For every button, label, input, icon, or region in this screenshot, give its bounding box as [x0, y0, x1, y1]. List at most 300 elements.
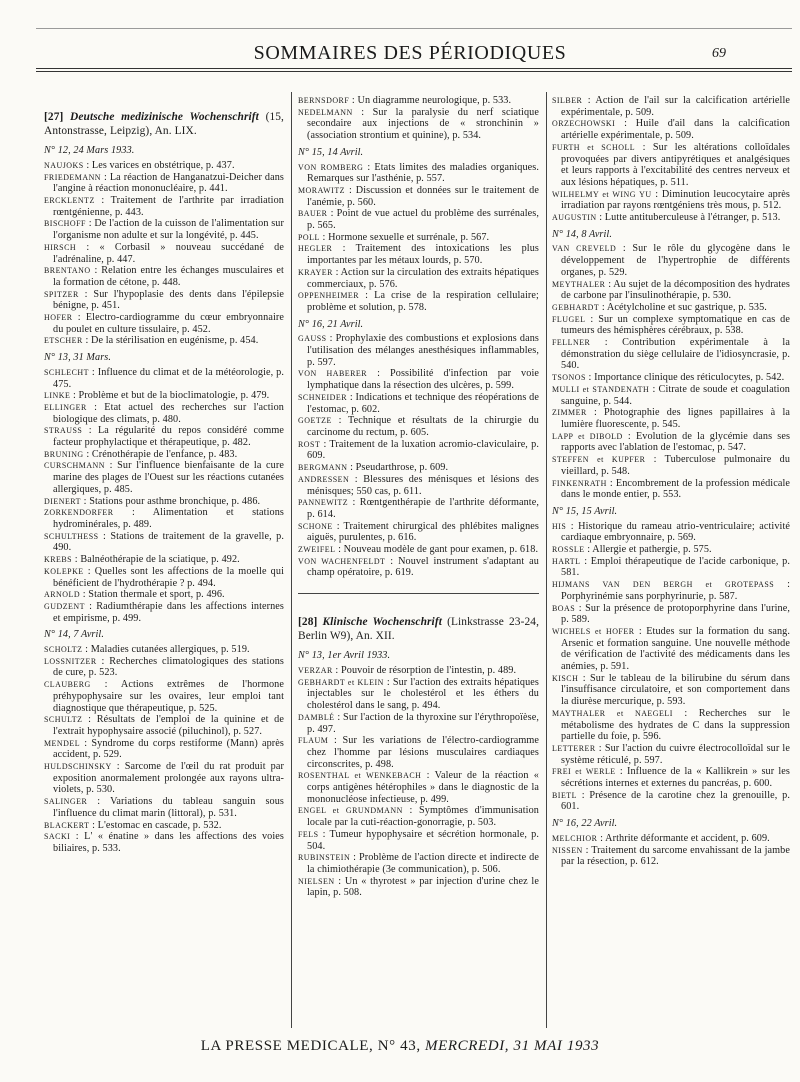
- entry-author: ROSENTHAL et WENKEBACH: [298, 771, 422, 781]
- entry-author: GUDZENT: [44, 601, 85, 611]
- entry-author: KRAYER: [298, 267, 333, 277]
- entry-text: : Variations du tableau sanguin sous l'influence du climat marin (littoral), p. 531.: [53, 796, 284, 819]
- entry-text: : Un diagramme neurologique, p. 533.: [351, 95, 512, 106]
- entry: [44, 796, 284, 819]
- entry-text: : Sur l'action du cuivre électrocolloïdal sur le système réticulé, p. 597.: [561, 742, 790, 766]
- entry-author: MULLI et STANDENATH: [552, 384, 650, 394]
- entry-text: : De l'action de la cuisson de l'alimentation sur l'organisme non adulte et sur la longévité, p. 445.: [53, 218, 284, 242]
- entry: [298, 333, 539, 368]
- entry: [298, 665, 539, 677]
- entry: [298, 392, 539, 415]
- entry: [44, 390, 284, 402]
- entry: [44, 507, 284, 530]
- header-rule: [36, 68, 792, 72]
- entry-author: LOSSNITZER: [44, 656, 97, 666]
- entry: [44, 335, 284, 347]
- entry-author: WICHELS et HOFER: [552, 626, 635, 636]
- entry-text: : Sur le tableau de la bilirubine du sérum dans l'insuffisance circulatoire, et son comportement dans la diurèse mercurique, p. 593.: [561, 672, 790, 708]
- entry-author: KREBS: [44, 555, 73, 565]
- entry-text: : Recherches sur le métabolisme des hydrates de C dans la suppression partielle du foie, p. 596.: [561, 707, 790, 743]
- entry: [44, 402, 284, 425]
- entry: [298, 556, 539, 579]
- entry-author: ZORKENDORFER: [44, 508, 114, 518]
- entry-text: : Electro-cardiogramme du cœur embryonnaire du poulet en culture tissulaire, p. 452.: [53, 312, 284, 335]
- entry-text: : Encombrement de la profession médicale dans le monde entier, p. 553.: [561, 477, 790, 501]
- entry-author: BLACKERT: [44, 820, 90, 830]
- entry-text: : Discussion et données sur le traitement de l'anémie, p. 560.: [307, 184, 539, 208]
- top-rule: [36, 28, 792, 29]
- issue-heading: N° 16, 21 Avril.: [298, 318, 364, 330]
- entry: [298, 232, 539, 244]
- entry: [552, 478, 790, 501]
- entry-text: : La régularité du repos considéré comme facteur prophylactique et thérapeutique, p. 482.: [53, 425, 284, 449]
- entry-author: VON WACHENFELDT: [298, 556, 386, 566]
- entry: [44, 554, 284, 566]
- entry-author: BISCHOFF: [44, 219, 86, 229]
- entry: [298, 805, 539, 828]
- issue-heading: N° 15, 15 Avril.: [552, 505, 618, 517]
- journal-heading: [298, 616, 539, 643]
- issue-heading: N° 13, 31 Mars.: [44, 352, 111, 364]
- entry-text: : Influence de la « Kallikrein » sur les sécrétions internes et externes du pancréas, p. 600.: [561, 766, 790, 790]
- entry: [552, 521, 790, 544]
- entry: [298, 474, 539, 497]
- entry-text: : Au sujet de la décomposition des hydrates de carbone par l'insulinothérapie, p. 530.: [561, 278, 790, 302]
- entry: [44, 679, 284, 714]
- entry-author: LETTERER: [552, 743, 596, 753]
- entry-author: GEBHARDT et KLEIN: [298, 677, 384, 687]
- entry-text: : Diminution leucocytaire après irradiation par rayons rœntgéniens très mous, p. 512.: [561, 188, 790, 212]
- entry: [552, 372, 790, 384]
- entry: [552, 212, 790, 224]
- entry-author: FLAUM: [298, 736, 329, 746]
- entry: [552, 544, 790, 556]
- entry-author: VERZAR: [298, 666, 333, 676]
- section: [298, 593, 539, 899]
- entry-author: HIRSCH: [44, 242, 77, 252]
- entry: [552, 142, 790, 189]
- entry-author: AUGUSTIN: [552, 213, 597, 223]
- entry: [298, 462, 539, 474]
- entry-text: : Tuberculose pulmonaire du vieillard, p. 548.: [561, 454, 791, 477]
- entry-text: : Emploi thérapeutique de l'acide carbonique, p. 581.: [561, 555, 791, 579]
- footer-date: MERCREDI, 31 MAI 1933: [425, 1038, 600, 1054]
- issue-heading: N° 12, 24 Mars 1933.: [44, 145, 135, 157]
- entry-author: NIELSEN: [298, 876, 335, 886]
- entry-text: : Radiumthérapie dans les affections internes et empirisme, p. 499.: [53, 600, 284, 624]
- entry-author: SCHNEIDER: [298, 392, 348, 402]
- entry-text: : Technique et résultats de la chirurgie du carcinome du rectum, p. 605.: [307, 415, 539, 438]
- section: [44, 111, 284, 855]
- entry: [44, 831, 284, 854]
- entry-text: : Recherches climatologiques des stations de cure, p. 523.: [53, 655, 284, 679]
- entry-author: BIETL: [552, 790, 577, 800]
- entry-author: HIS: [552, 521, 567, 531]
- entry: [552, 833, 790, 845]
- entry-author: ROST: [298, 439, 321, 449]
- entry: [552, 845, 790, 868]
- entry-text: : Prophylaxie des combustions et explosions dans l'utilisation des mélanges anesthésiques inflammables, p. 597.: [307, 333, 539, 368]
- entry-author: GEBHARDT: [552, 302, 600, 312]
- footer-journal: LA PRESSE MEDICALE, N° 43,: [200, 1038, 421, 1054]
- section: [298, 95, 539, 579]
- entry-author: SCHULTZ: [44, 715, 83, 725]
- entry: [44, 242, 284, 265]
- entry: [552, 626, 790, 673]
- entry-text: : Citrate de soude et coagulation sanguine, p. 544.: [561, 383, 790, 407]
- entry-author: BERNSDORF: [298, 96, 350, 105]
- entry-author: ZWEIFEL: [298, 545, 336, 555]
- entry-author: KISCH: [552, 673, 579, 683]
- entry: [298, 243, 539, 266]
- entry: [552, 337, 790, 372]
- entry-author: BOAS: [552, 603, 576, 613]
- journal-number: [28]: [298, 616, 318, 629]
- column-1: [44, 111, 284, 855]
- entry-author: HEGLER: [298, 244, 333, 254]
- entry-author: HARTL: [552, 556, 581, 566]
- entry: [44, 531, 284, 554]
- column-2: [298, 95, 539, 899]
- entry: [298, 415, 539, 438]
- entry-author: FURTH et SCHOLL: [552, 142, 636, 152]
- entry: [552, 189, 790, 212]
- entry-text: : Stations pour asthme bronchique, p. 486.: [83, 495, 261, 507]
- entry-author: SALINGER: [44, 797, 88, 807]
- entry: [44, 460, 284, 495]
- entry: [552, 673, 790, 708]
- entry-text: : Un « thyrotest » par injection d'urine chez le lapin, p. 508.: [307, 875, 539, 899]
- entry-author: SCHONE: [298, 521, 333, 531]
- entry-author: BRENTANO: [44, 266, 91, 276]
- entry-text: : Maladies cutanées allergiques, p. 519.: [85, 644, 250, 656]
- entry-author: FRIEDEMANN: [44, 172, 102, 182]
- journal-details: (Linkstrasse 23-24, Berlin W9), An. XII.: [298, 616, 540, 642]
- entry-text: : Etats limites des maladies organiques. Remarques sur l'asthénie, p. 557.: [307, 161, 539, 185]
- page-title: SOMMAIRES DES PÉRIODIQUES: [253, 42, 567, 64]
- entry-author: POLL: [298, 232, 320, 242]
- entry-author: CURSCHMANN: [44, 461, 106, 471]
- entry-text: : L'estomac en cascade, p. 532.: [92, 819, 222, 831]
- journal-name: Deutsche medizinische Wochenschrift: [70, 111, 259, 123]
- issue-heading: N° 15, 14 Avril.: [298, 146, 364, 158]
- entry: [44, 566, 284, 589]
- page-footer: [0, 1037, 800, 1055]
- entry: [44, 367, 284, 390]
- entry: [44, 289, 284, 312]
- entry-author: MEYTHALER: [552, 279, 606, 289]
- entry: [44, 449, 284, 461]
- entry-text: : Actions extrêmes de l'hormone préhypophysaire sur les ovaires, leur emploi tant diagnostique que thérapeutique, p. 525.: [53, 679, 284, 714]
- entry-text: : Photographie des lignes papillaires à la lumière fluorescente, p. 545.: [561, 407, 790, 430]
- entry: [552, 790, 790, 813]
- entry-author: FELLNER: [552, 338, 591, 348]
- entry-author: MORAWITZ: [298, 185, 346, 195]
- entry: [44, 589, 284, 601]
- entry-text: : Etudes sur la formation du sang. Arsenic et formation sanguine. Une nouvelle méthode de vérification de l'activité des médicaments dans les anémies, p. 591.: [561, 625, 791, 673]
- entry: [44, 160, 284, 172]
- entry: [552, 766, 790, 789]
- entry-author: ENGEL et GRUNDMANN: [298, 806, 403, 816]
- section: [552, 95, 790, 868]
- entry-text: : Crénothérapie de l'enfance, p. 483.: [86, 448, 238, 460]
- entry-text: : Contribution expérimentale à la démonstration du siège cellulaire de l'idiosyncrasie, p. 540.: [561, 337, 790, 372]
- entry-author: MAYTHALER et NAEGELI: [552, 708, 673, 718]
- entry-text: : Syndrome du corps restiforme (Mann) après accident, p. 529.: [53, 737, 284, 761]
- entry-text: : Acétylcholine et suc gastrique, p. 535.: [601, 301, 767, 313]
- entry-text: : La réaction de Hanganatzui-Deicher dans l'angine à réaction mononucléaire, p. 441.: [53, 171, 284, 195]
- entry-author: GAUSS: [298, 334, 327, 344]
- entry-author: FREI et WERLE: [552, 767, 616, 777]
- entry-text: : Traitement chirurgical des phlébites malignes aiguës, purulentes, p. 616.: [307, 520, 539, 544]
- entry-author: DAMBLÉ: [298, 712, 335, 722]
- entry-text: : Lutte antituberculeuse à l'étranger, p. 513.: [599, 212, 781, 224]
- entry: [44, 820, 284, 832]
- entry: [552, 454, 790, 477]
- entry-text: : De la stérilisation en eugénisme, p. 454.: [85, 335, 259, 347]
- entry: [298, 712, 539, 735]
- entry-author: WILHELMY et WING YU: [552, 189, 652, 199]
- journal-details: (15, Antonstrasse, Leipzig), An. LIX.: [44, 111, 285, 137]
- entry-author: VAN CREVELD: [552, 244, 617, 254]
- entry: [44, 218, 284, 241]
- entry-text: : Rœntgenthérapie de l'arthrite déformante, p. 614.: [307, 497, 539, 520]
- entry-text: : Résultats de l'emploi de la quinine et de l'extrait hypophysaire associé (piluchinol), p. 527.: [53, 714, 284, 737]
- entry-author: BRUNING: [44, 449, 84, 459]
- entry-author: FELS: [298, 829, 319, 839]
- entry-author: NISSEN: [552, 845, 583, 855]
- entry: [44, 312, 284, 335]
- issue-heading: N° 14, 7 Avril.: [44, 629, 105, 641]
- entry-text: : Etat actuel des recherches sur l'action biologique des climats, p. 480.: [53, 401, 284, 425]
- entry: [44, 738, 284, 761]
- entry-text: : Arthrite déformante et accident, p. 609.: [600, 832, 770, 844]
- entry-author: STEFFEN et KUPFER: [552, 455, 646, 465]
- entry-author: VON ROMBERG: [298, 162, 364, 172]
- entry-text: : Sur l'hypoplasie des dents dans l'épilepsie bénigne, p. 451.: [53, 288, 284, 312]
- entry-text: : Point de vue actuel du problème des surrénales, p. 565.: [307, 208, 539, 232]
- entry-text: : Nouvel instrument s'adaptant au champ opératoire, p. 619.: [307, 555, 539, 579]
- entry: [552, 603, 790, 626]
- column-3: [552, 95, 790, 868]
- entry-author: LINKE: [44, 391, 71, 401]
- entry-text: : Porphyrinémie sans porphyrinurie, p. 587.: [561, 579, 790, 602]
- section-separator-rule: [298, 593, 539, 594]
- entry-text: : Blessures des ménisques et lésions des ménisques; 550 cas, p. 611.: [307, 473, 539, 497]
- issue-heading: N° 14, 8 Avril.: [552, 228, 613, 240]
- entry: [552, 407, 790, 430]
- entry-author: SCHULTHESS: [44, 531, 99, 541]
- entry: [298, 876, 539, 899]
- entry: [552, 384, 790, 407]
- entry-author: ROSSLE: [552, 545, 585, 555]
- entry-author: NEDELMANN: [298, 107, 353, 117]
- entry-text: : Les varices en obstétrique, p. 437.: [86, 159, 235, 171]
- entry-text: : Quelles sont les affections de la moelle qui bénéficient de l'hydrothérapie ? p. 494.: [53, 565, 284, 589]
- entry-author: MENDEL: [44, 738, 81, 748]
- page-number: 69: [712, 46, 726, 61]
- entry: [298, 95, 539, 107]
- entry-text: : Action de l'ail sur la calcification artérielle expérimentale, p. 509.: [561, 95, 790, 118]
- entry-text: : Tumeur hypophysaire et sécrétion hormonale, p. 504.: [307, 828, 539, 852]
- entry-text: : L' « énatine » dans les affections des voies biliaires, p. 533.: [53, 831, 284, 854]
- entry-author: FLUGEL: [552, 314, 586, 324]
- entry-author: HULDSCHINSKY: [44, 762, 112, 772]
- entry-text: : Sarcome de l'œil du rat produit par exposition anormalement prolongée aux rayons ultra-violets, p. 530.: [53, 761, 284, 796]
- entry-text: : Stations de traitement de la gravelle, p. 490.: [53, 530, 284, 554]
- entry-author: ERCKLENTZ: [44, 196, 95, 205]
- entry-text: : Action sur la circulation des extraits hépatiques commerciaux, p. 576.: [307, 266, 539, 290]
- entry-text: : La crise de la respiration cellulaire; problème et solution, p. 578.: [307, 290, 539, 313]
- entry: [298, 290, 539, 313]
- entry-author: GOETZE: [298, 416, 332, 426]
- entry-text: : Traitement de l'arthrite par irradiation rœntgénienne, p. 443.: [53, 195, 285, 218]
- entry: [552, 708, 790, 743]
- entry: [44, 496, 284, 508]
- entry-text: : Indications et technique des réopérations de l'estomac, p. 602.: [307, 391, 539, 415]
- entry: [298, 852, 539, 875]
- issue-heading: N° 13, 1er Avril 1933.: [298, 650, 391, 662]
- entry-author: LAPP et DIBOLD: [552, 431, 623, 441]
- entry: [44, 601, 284, 624]
- entry: [44, 656, 284, 679]
- entry-author: ARNOLD: [44, 590, 81, 600]
- entry-author: HIJMANS VAN DEN BERGH et GROTEPASS: [552, 580, 775, 590]
- entry: [298, 677, 539, 712]
- entry-text: : Problème de l'action directe et indirecte de la chimiothérapie (3e communication), p. 506.: [307, 852, 539, 875]
- entry-text: : Traitement de la luxation acromio-claviculaire, p. 609.: [307, 438, 539, 462]
- entry-text: : Allergie et pathergie, p. 575.: [587, 544, 712, 556]
- entry-author: KOLEPKE: [44, 566, 84, 576]
- entry-text: : Historique du rameau atrio-ventriculaire; activité cardiaque embryonnaire, p. 569.: [561, 520, 790, 544]
- entry-text: : Traitement du sarcome envahissant de la jambe par la résection, p. 612.: [561, 844, 790, 868]
- entry-author: ANDRESSEN: [298, 474, 350, 484]
- entry: [552, 314, 790, 337]
- entry-text: : Présence de la carotine chez la grenouille, p. 601.: [561, 789, 790, 813]
- entry: [44, 761, 284, 796]
- entry: [298, 208, 539, 231]
- entry-text: : Station thermale et sport, p. 496.: [82, 589, 225, 601]
- entry: [552, 431, 790, 454]
- entry: [298, 185, 539, 208]
- entry-text: : Relation entre les échanges musculaires et la formation de cétone, p. 448.: [53, 265, 284, 288]
- entry: [552, 302, 790, 314]
- entry: [44, 195, 284, 218]
- entry-text: : Alimentation et stations hydrominérales, p. 489.: [53, 507, 284, 530]
- entry-text: : Nouveau modèle de gant pour examen, p. 618.: [338, 544, 539, 556]
- entry-text: : Traitement des intoxications les plus importantes par les métaux lourds, p. 570.: [307, 243, 539, 267]
- entry: [298, 770, 539, 805]
- entry-author: BAUER: [298, 209, 328, 219]
- entry: [298, 521, 539, 544]
- entry-text: : Valeur de la réaction « corps antigènes hétérophiles » dans le diagnostic de la mononucléose infectieuse, p. 499.: [307, 770, 539, 805]
- entry-author: OPPENHEIMER: [298, 291, 360, 301]
- entry-text: : Hormone sexuelle et surrénale, p. 567.: [322, 231, 490, 243]
- entry-author: SPITZER: [44, 289, 79, 299]
- entry-author: ORZECHOWSKI: [552, 119, 616, 129]
- entry-text: : Symptômes d'immunisation locale par la cuti-réaction-gonorragie, p. 503.: [307, 805, 539, 829]
- entry-author: ETSCHER: [44, 336, 83, 346]
- entry: [552, 118, 790, 141]
- entry-author: TSONOS: [552, 373, 586, 383]
- entry: [298, 829, 539, 852]
- entry-author: DIENERT: [44, 496, 81, 506]
- entry-author: RUBINSTEIN: [298, 853, 351, 863]
- entry: [298, 107, 539, 142]
- journal-number: [27]: [44, 111, 64, 123]
- entry-text: : Influence du climat et de la météorologie, p. 475.: [53, 366, 284, 390]
- entry: [552, 279, 790, 302]
- journal-heading: [44, 111, 284, 138]
- entry: [44, 265, 284, 288]
- entry-text: : Possibilité d'infection par voie lymphatique dans la résection des ulcères, p. 599.: [307, 368, 540, 392]
- column-rule: [291, 92, 292, 1028]
- entry-author: PANNEWITZ: [298, 498, 349, 508]
- entry: [298, 544, 539, 556]
- entry-text: : Balnéothérapie de la sciatique, p. 492.: [74, 554, 240, 566]
- entry-text: : Sur un complexe symptomatique en cas de tumeurs des hémisphères cérébraux, p. 538.: [561, 313, 790, 337]
- entry-author: ELLINGER: [44, 402, 87, 412]
- entry-author: SACKI: [44, 832, 71, 842]
- entry: [298, 267, 539, 290]
- entry-text: : Sur les variations de l'électro-cardiogramme chez l'homme par lésions musculaires cardiaques circonscrites, p. 498.: [307, 735, 539, 770]
- entry-text: : « Corbasil » nouveau succédané de l'adrénaline, p. 447.: [53, 241, 284, 265]
- entry-author: SCHOLTZ: [44, 645, 83, 655]
- entry: [298, 497, 539, 520]
- entry-author: ZIMMER: [552, 408, 587, 418]
- entry: [552, 579, 790, 602]
- entry-author: FINKENRATH: [552, 478, 607, 488]
- entry-text: : Evolution de la glycémie dans ses rapports avec l'ablation de l'estomac, p. 547.: [561, 430, 791, 454]
- entry-text: : Sur la présence de protoporphyrine dans l'urine, p. 589.: [561, 602, 790, 626]
- entry: [552, 556, 790, 579]
- journal-name: Klinische Wochenschrift: [322, 616, 442, 629]
- entry-author: STRAUSS: [44, 426, 83, 436]
- entry: [44, 714, 284, 737]
- entry-author: NAUJOKS: [44, 160, 84, 170]
- entry-text: : Sur les altérations colloïdales provoquées par divers antipyrétiques et analgésiques et leurs rapports à l'excitabilité des centres nerveux et aux lésions hépatiques, p. 511.: [561, 141, 790, 188]
- entry-author: SILBER: [552, 96, 583, 105]
- entry-author: BERGMANN: [298, 463, 348, 473]
- entry: [298, 735, 539, 770]
- entry-author: SCHLECHT: [44, 367, 90, 377]
- entry: [298, 162, 539, 185]
- column-rule: [546, 92, 547, 1028]
- entry-text: : Sur l'influence bienfaisante de la cure marine des plages de l'Ouest sur les réactions cutanées allergiques, p. 485.: [53, 460, 284, 495]
- entry-author: VON HABERER: [298, 369, 368, 379]
- issue-heading: N° 16, 22 Avril.: [552, 818, 618, 830]
- entry-text: : Problème et but de la bioclimatologie, p. 479.: [72, 390, 270, 402]
- entry: [44, 425, 284, 448]
- entry-author: CLAUBERG: [44, 680, 91, 690]
- entry: [298, 439, 539, 462]
- entry-text: : Sur l'action des extraits hépatiques injectables sur le cholestérol et les éthers du cholestérol dans le sang, p. 494.: [307, 676, 539, 712]
- entry: [44, 644, 284, 656]
- entry-text: : Huile d'ail dans la calcification artérielle expérimentale, p. 509.: [561, 118, 790, 142]
- entry-text: : Importance clinique des réticulocytes, p. 542.: [588, 372, 785, 384]
- entry-author: MELCHIOR: [552, 833, 598, 843]
- entry-text: : Sur la paralysie du nerf sciatique secondaire aux injections de « stronchinin » (association strontium et quinine), p. 534.: [307, 106, 539, 142]
- entry: [552, 743, 790, 766]
- entry: [298, 368, 539, 391]
- entry-text: : Pseudarthrose, p. 609.: [350, 462, 449, 474]
- entry-text: : Sur le rôle du glycogène dans le développement de l'hypertrophie de différents organes, p. 529.: [561, 243, 790, 278]
- entry-text: : Sur l'action de la thyroxine sur l'érythropoïèse, p. 497.: [307, 711, 539, 735]
- entry: [44, 172, 284, 195]
- entry: [552, 95, 790, 118]
- entry: [552, 243, 790, 278]
- entry-author: HOFER: [44, 313, 73, 323]
